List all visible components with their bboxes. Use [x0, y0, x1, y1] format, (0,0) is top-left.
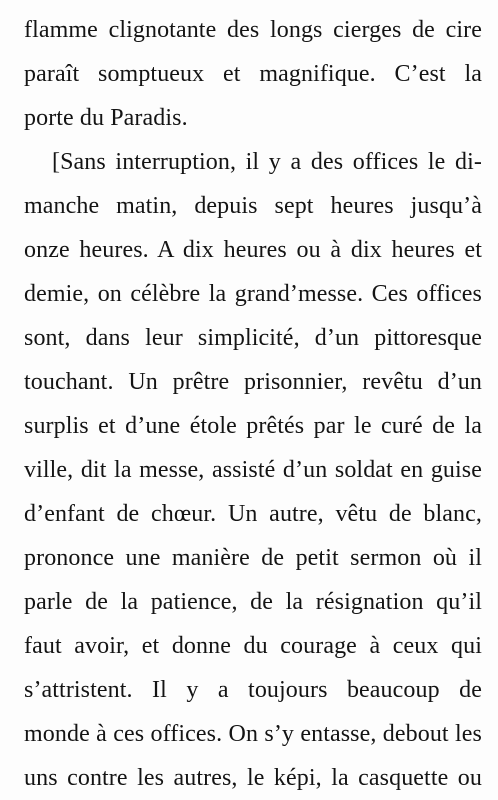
text-line: paraît somptueux et magnifique. C’est la [24, 61, 482, 87]
text-line: onze heures. A dix heures ou à dix heures et [24, 237, 482, 263]
text-line: flamme clignotante des longs cierges de cire [24, 17, 482, 43]
text-line: s’attristent. Il y a toujours beaucoup de [24, 677, 482, 703]
text-line: sont, dans leur simplicité, d’un pittoresque [24, 325, 482, 351]
text-line: porte du Paradis. [24, 105, 188, 131]
text-line: monde à ces offices. On s’y entasse, debout les [24, 721, 482, 747]
text-line: touchant. Un prêtre prisonnier, revêtu d’un [24, 369, 482, 395]
text-line: demie, on célèbre la grand’messe. Ces offices [24, 281, 482, 307]
text-line: surplis et d’une étole prêtés par le curé de la [24, 413, 482, 439]
text-line: d’enfant de chœur. Un autre, vêtu de blanc, [24, 501, 482, 527]
text-line: manche matin, depuis sept heures jusqu’à [24, 193, 482, 219]
text-line: [Sans interruption, il y a des offices le di- [52, 149, 482, 175]
text-line: ville, dit la messe, assisté d’un soldat en guise [24, 457, 482, 483]
text-line: uns contre les autres, le képi, la casquette ou [24, 765, 482, 791]
text-line: faut avoir, et donne du courage à ceux qui [24, 633, 482, 659]
text-line: prononce une manière de petit sermon où il [24, 545, 482, 571]
text-line: parle de la patience, de la résignation qu’il [24, 589, 482, 615]
